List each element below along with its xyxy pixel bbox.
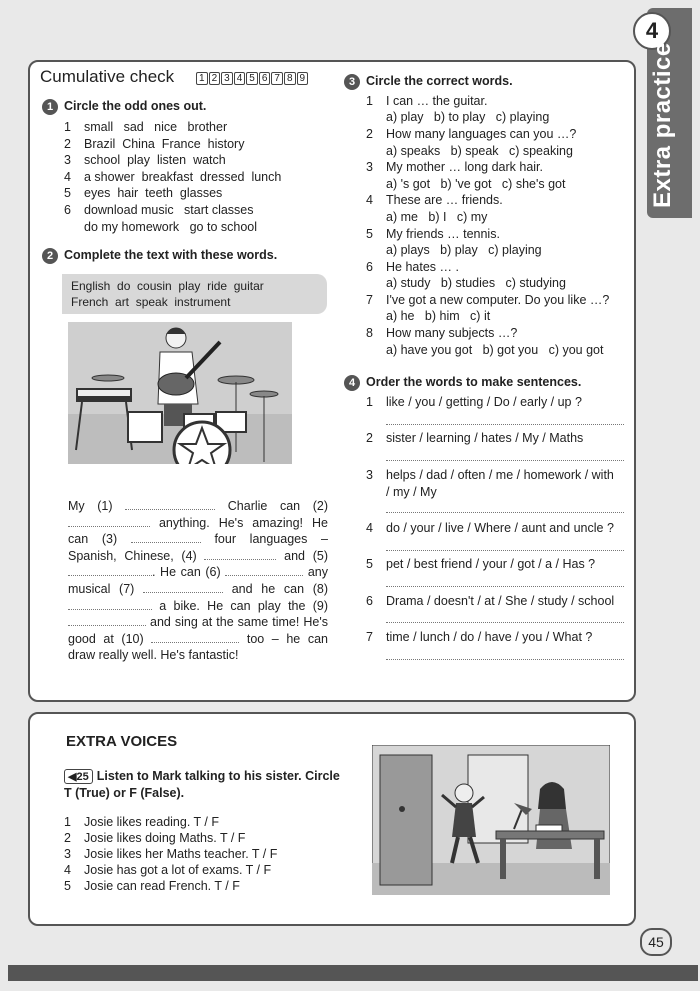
list-item: 1 small sad nice brother bbox=[64, 120, 228, 134]
word-bank-line: English do cousin play ride guitar bbox=[71, 279, 264, 293]
ex3-number: 3 bbox=[344, 74, 360, 90]
ex3-heading bbox=[344, 74, 513, 90]
question: 1 like / you / getting / Do / early / up ? bbox=[366, 395, 582, 409]
question-continued: / my / My bbox=[386, 485, 437, 499]
side-tab-label: Extra practice bbox=[649, 42, 676, 208]
audio-track-icon[interactable]: ◀25 bbox=[64, 769, 93, 784]
ex2-heading-text: Complete the text with these words. bbox=[64, 248, 278, 262]
step: 5 bbox=[246, 72, 258, 85]
question: 7 time / lunch / do / have / you / What ? bbox=[366, 630, 593, 644]
listening-instruction-2: T (True) or F (False). bbox=[64, 786, 185, 800]
cumulative-title: Cumulative check bbox=[40, 67, 175, 86]
options: a) me b) I c) my bbox=[386, 210, 488, 224]
drummer-illustration bbox=[68, 322, 292, 464]
progress-steps bbox=[196, 72, 309, 85]
list-item: do my homework go to school bbox=[84, 220, 257, 234]
list-item: 5 Josie can read French. T / F bbox=[64, 879, 240, 893]
list-item: 3 Josie likes her Maths teacher. T / F bbox=[64, 847, 278, 861]
question: 6 He hates … . bbox=[366, 260, 459, 274]
bottom-band bbox=[8, 965, 698, 981]
question: 4 do / your / live / Where / aunt and uncle ? bbox=[366, 521, 614, 535]
word-bank bbox=[62, 274, 327, 314]
page-number: 45 bbox=[640, 928, 672, 956]
answer-line[interactable] bbox=[386, 460, 624, 461]
list-item: 6 download music start classes bbox=[64, 203, 254, 217]
list-item: 4 Josie has got a lot of exams. T / F bbox=[64, 863, 272, 877]
listening-instruction: ◀25 Listen to Mark talking to his sister. Circle bbox=[64, 769, 340, 784]
ex1-heading bbox=[42, 99, 206, 115]
ex4-number: 4 bbox=[344, 375, 360, 391]
answer-line[interactable] bbox=[386, 550, 624, 551]
list-item: 3 school play listen watch bbox=[64, 153, 226, 167]
question: 8 How many subjects …? bbox=[366, 326, 518, 340]
options: a) play b) to play c) playing bbox=[386, 110, 550, 124]
step: 9 bbox=[297, 72, 309, 85]
question: 6 Drama / doesn't / at / She / study / school bbox=[366, 594, 615, 608]
question: 2 How many languages can you …? bbox=[366, 127, 577, 141]
question: 2 sister / learning / hates / My / Maths bbox=[366, 431, 584, 445]
ex1-number: 1 bbox=[42, 99, 58, 115]
step: 3 bbox=[221, 72, 233, 85]
list-item: 2 Josie likes doing Maths. T / F bbox=[64, 831, 246, 845]
step: 2 bbox=[209, 72, 221, 85]
step: 7 bbox=[271, 72, 283, 85]
options: a) 's got b) 've got c) she's got bbox=[386, 177, 566, 191]
gap-fill-text: My (1) Charlie can (2) anything. He's amazing! He can (3) four languages – Spanish, Chinese, (4) and (5) . He can (6) any musical (7) and he can (8) a bike. He can play the (9) and sing at the same time! He's good at (10) too – he can draw really well. He's fantastic! bbox=[68, 499, 329, 663]
question: 7 I've got a new computer. Do you like …? bbox=[366, 293, 610, 307]
extra-voices-title: EXTRA VOICES bbox=[66, 733, 178, 750]
options: a) have you got b) got you c) you got bbox=[386, 343, 604, 357]
step: 8 bbox=[284, 72, 296, 85]
answer-line[interactable] bbox=[386, 512, 624, 513]
answer-line[interactable] bbox=[386, 424, 624, 425]
list-item: 4 a shower breakfast dressed lunch bbox=[64, 170, 282, 184]
unit-badge: 4 bbox=[633, 12, 671, 50]
ex2-heading bbox=[42, 248, 277, 264]
options: a) plays b) play c) playing bbox=[386, 243, 542, 257]
list-item: 5 eyes hair teeth glasses bbox=[64, 186, 223, 200]
answer-line[interactable] bbox=[386, 586, 624, 587]
word-bank-line: French art speak instrument bbox=[71, 295, 231, 309]
ex4-heading bbox=[344, 375, 581, 391]
question: 1 I can … the guitar. bbox=[366, 94, 488, 108]
answer-line[interactable] bbox=[386, 622, 624, 623]
options: a) study b) studies c) studying bbox=[386, 276, 566, 290]
unit-tab bbox=[647, 8, 692, 218]
answer-line[interactable] bbox=[386, 659, 624, 660]
ex4-heading-text: Order the words to make sentences. bbox=[366, 375, 582, 389]
list-item: 2 Brazil China France history bbox=[64, 137, 245, 151]
question: 4 These are … friends. bbox=[366, 193, 503, 207]
question: 3 helps / dad / often / me / homework / with bbox=[366, 468, 614, 482]
options: a) he b) him c) it bbox=[386, 309, 491, 323]
question: 3 My mother … long dark hair. bbox=[366, 160, 544, 174]
step: 4 bbox=[234, 72, 246, 85]
step: 6 bbox=[259, 72, 271, 85]
ex2-number: 2 bbox=[42, 248, 58, 264]
ex3-heading-text: Circle the correct words. bbox=[366, 74, 513, 88]
ex1-heading-text: Circle the odd ones out. bbox=[64, 99, 207, 113]
options: a) speaks b) speak c) speaking bbox=[386, 144, 573, 158]
question: 5 My friends … tennis. bbox=[366, 227, 500, 241]
question: 5 pet / best friend / your / got / a / Has ? bbox=[366, 557, 596, 571]
list-item: 1 Josie likes reading. T / F bbox=[64, 815, 220, 829]
kids-room-illustration bbox=[372, 745, 610, 895]
step: 1 bbox=[196, 72, 208, 85]
